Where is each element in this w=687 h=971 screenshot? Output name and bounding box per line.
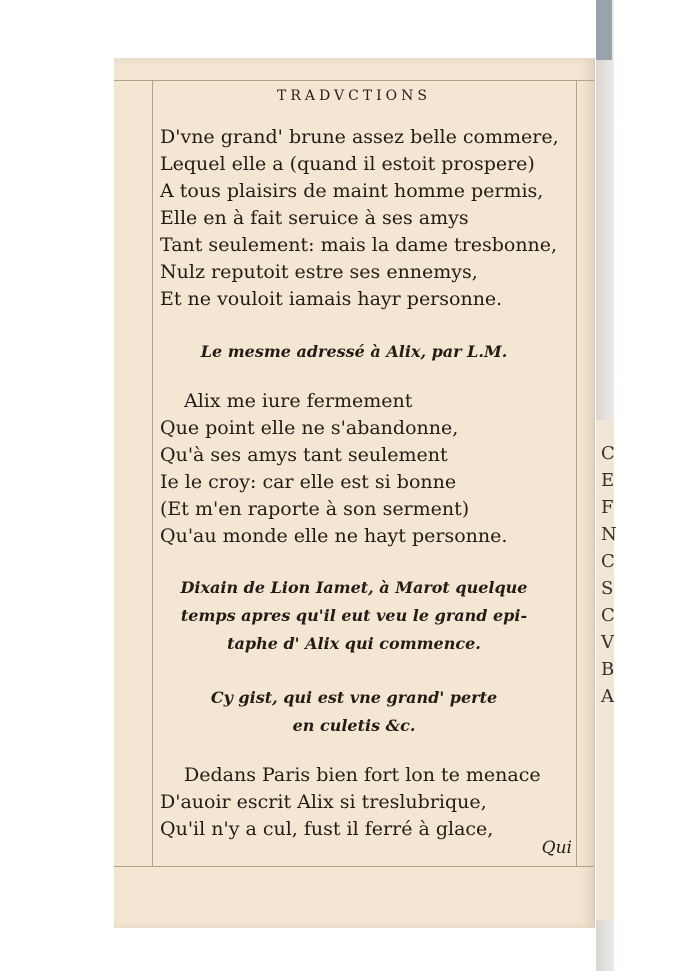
ruled-line-right bbox=[576, 80, 577, 866]
ruled-line-left bbox=[152, 80, 153, 866]
heading-line: Dixain de Lion Iamet, à Marot quelque bbox=[180, 578, 528, 597]
book-page bbox=[114, 58, 595, 928]
verse-line: Que point elle ne s'abandonne, bbox=[160, 417, 459, 439]
verse-line: D'vne grand' brune assez belle commere, bbox=[160, 126, 559, 148]
verse-line: Qu'il n'y a cul, fust il ferré à glace, bbox=[160, 818, 494, 840]
verse-line: Qu'au monde elle ne hayt personne. bbox=[160, 525, 508, 547]
verse-line: A tous plaisirs de maint homme permis, bbox=[160, 180, 544, 202]
verse-line: Et ne vouloit iamais hayr personne. bbox=[160, 288, 503, 310]
stanza-3 bbox=[160, 762, 541, 843]
verse-line: Elle en à fait seruice à ses amys bbox=[160, 207, 469, 229]
verse-line: Dedans Paris bien fort lon te menace bbox=[184, 764, 541, 786]
catchword: Qui bbox=[541, 838, 572, 858]
margin-letter: N bbox=[601, 524, 617, 545]
verse-line: Lequel elle a (quand il estoit prospere) bbox=[160, 153, 535, 175]
epitaph-incipit bbox=[144, 684, 564, 740]
heading-line: temps apres qu'il eut veu le grand epi- bbox=[180, 606, 528, 625]
verse-line: Ie le croy: car elle est si bonne bbox=[160, 471, 457, 493]
margin-letter: C bbox=[601, 443, 615, 464]
ruled-line-top bbox=[114, 80, 594, 81]
margin-letter: S bbox=[601, 578, 614, 599]
verse-line: (Et m'en raporte à son serment) bbox=[160, 498, 470, 520]
margin-letter: C bbox=[601, 605, 615, 626]
poem-heading: Le mesme adressé à Alix, par L.M. bbox=[200, 342, 508, 361]
facing-page-margin-letters bbox=[601, 440, 617, 710]
margin-letter: V bbox=[601, 632, 614, 653]
verse-line: Qu'à ses amys tant seulement bbox=[160, 444, 448, 466]
ruled-line-bottom bbox=[114, 866, 594, 867]
stanza-1 bbox=[160, 124, 559, 313]
verse-line: D'auoir escrit Alix si treslubrique, bbox=[160, 791, 487, 813]
heading-line: taphe d' Alix qui commence. bbox=[227, 634, 481, 653]
margin-letter: F bbox=[601, 497, 614, 518]
margin-letter: C bbox=[601, 551, 615, 572]
dixain-heading bbox=[144, 574, 564, 658]
running-head: TRADVCTIONS bbox=[277, 88, 431, 104]
binding-ribbon bbox=[596, 0, 612, 60]
verse-line: Tant seulement: mais la dame tresbonne, bbox=[160, 234, 558, 256]
margin-letter: B bbox=[601, 659, 615, 680]
heading-line: Cy gist, qui est vne grand' perte bbox=[210, 688, 498, 707]
verse-line: Alix me iure fermement bbox=[184, 390, 413, 412]
stanza-2 bbox=[160, 388, 507, 550]
heading-line: en culetis &c. bbox=[292, 716, 416, 735]
verse-line: Nulz reputoit estre ses ennemys, bbox=[160, 261, 478, 283]
margin-letter: A bbox=[601, 686, 614, 707]
margin-letter: E bbox=[601, 470, 615, 491]
